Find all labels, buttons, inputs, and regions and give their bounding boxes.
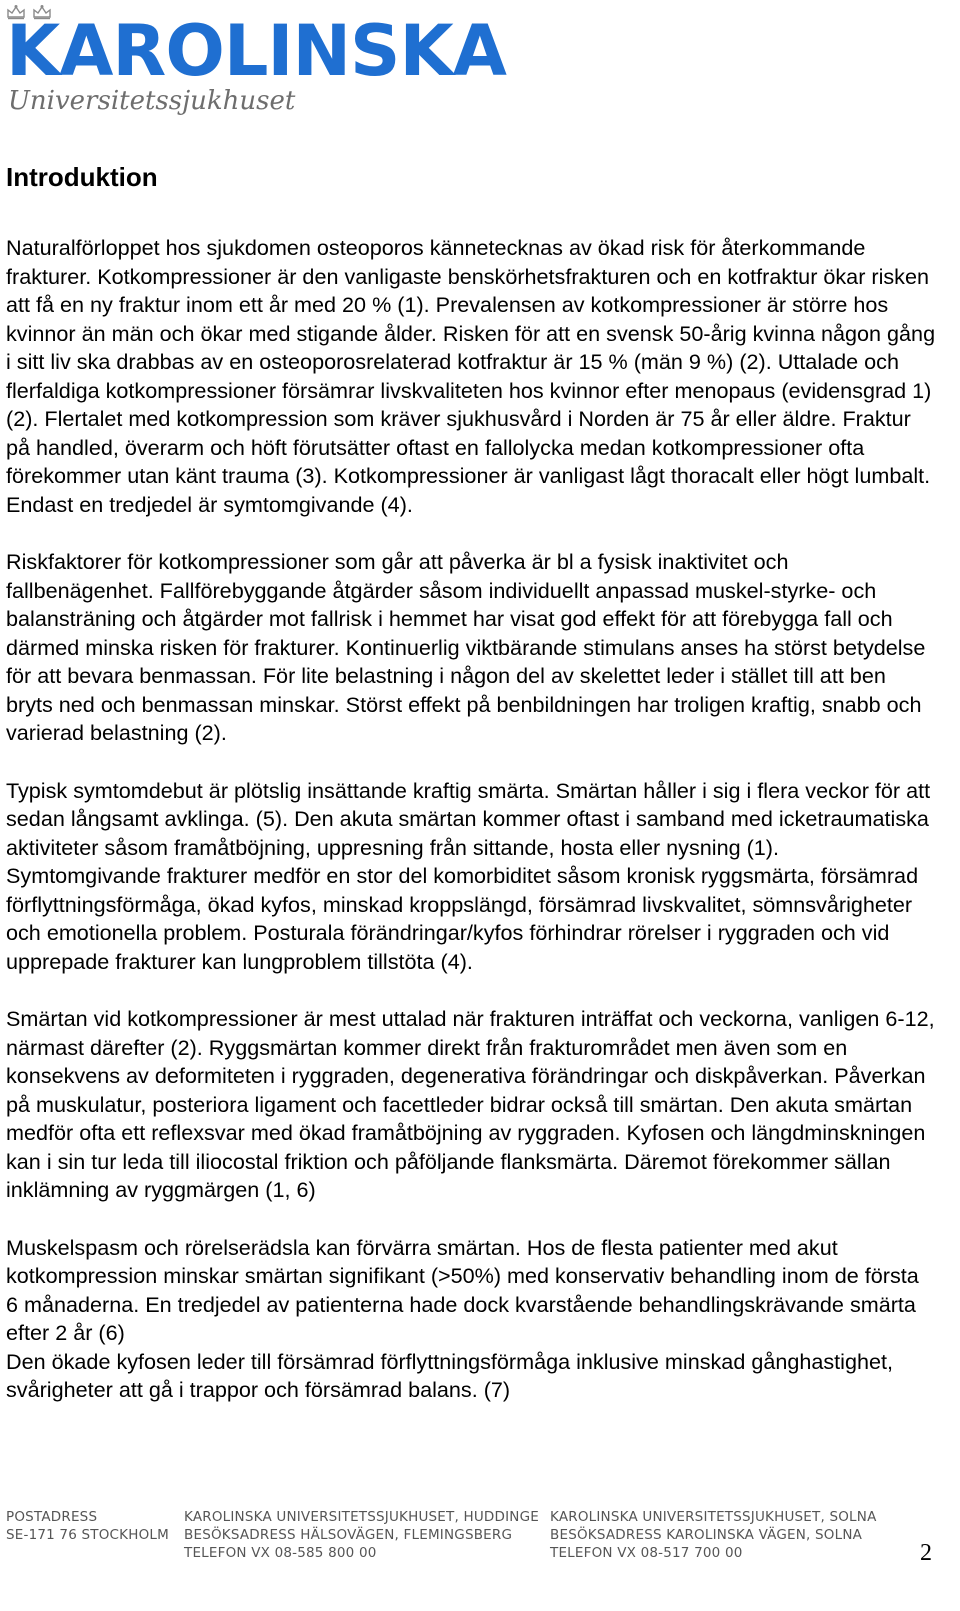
paragraph: Muskelspasm och rörelserädsla kan förvärra smärtan. Hos de flesta patienter med akut kotkompression minskar smärtan signifikant (>50%) med konservativ behandling inom de första 6 månaderna. En tredjedel av patienterna hade dock kvarstående behandlingskrävande smärta efter 2 år (6) <box>6 1234 919 1345</box>
paragraph: Typisk symtomdebut är plötslig insättande kraftig smärta. Smärtan håller i sig i flera veckor för att sedan långsamt avklinga. (5). Den akuta smärtan kommer oftast i samband med icketraumatiska aktiviteter såsom framåtböjning, uppresning från sittande, hosta eller nysning (1). Symtomgivande frakturer medför en stor del komorbiditet såsom kronisk ryggsmärta, försämrad förflyttningsförmåga, ökad kyfos, minskad kroppslängd, försämrad livskvalitet, sömnsvårigheter och emotionella problem. Posturala förändringar/kyfos förhindrar rörelser i ryggraden och vid upprepade frakturer kan lungproblem tillstöta (4). <box>6 777 931 974</box>
paragraph: Riskfaktorer för kotkompressioner som går att påverka är bl a fysisk inaktivitet och fallbenägenhet. Fallförebyggande åtgärder såsom individuellt anpassad muskel-styrke- och balansträning och åtgärder mot fallrisk i hemmet har visat god effekt för att förebygga fall och därmed minska risken för frakturer. Kontinuerlig viktbärande stimulans anses ha störst betydelse för att bevara benmassan. För lite belastning i någon del av skelettet leder i stället till att ben bryts ned och benmassan minskar. Störst effekt på benbildningen har troligen kraftig, snabb och varierad belastning (2). <box>6 549 926 745</box>
footer-line: KAROLINSKA UNIVERSITETSSJUKHUSET, HUDDINGE <box>184 1509 539 1525</box>
footer-line: BESÖKSADRESS HÄLSOVÄGEN, FLEMINGSBERG <box>184 1527 513 1543</box>
footer-line: SE-171 76 STOCKHOLM <box>6 1527 169 1543</box>
logo-wordmark: KAROLINSKA <box>6 10 506 92</box>
footer-line: BESÖKSADRESS KAROLINSKA VÄGEN, SOLNA <box>550 1527 863 1543</box>
footer-postal-address <box>6 1508 169 1544</box>
footer-solna <box>550 1508 877 1562</box>
footer-line: TELEFON VX 08-585 800 00 <box>184 1545 377 1561</box>
footer-huddinge <box>184 1508 539 1562</box>
footer-line: KAROLINSKA UNIVERSITETSSJUKHUSET, SOLNA <box>550 1509 877 1525</box>
paragraph: Naturalförloppet hos sjukdomen osteoporos kännetecknas av ökad risk för återkommande frakturer. Kotkompressioner är den vanligaste benskörhetsfrakturen och en kotfraktur ökar risken att få en ny fraktur inom ett år med 20 % (1). Prevalensen av kotkompressioner är större hos kvinnor än män och ökar med stigande ålder. Risken för att en svensk 50-årig kvinna någon gång i sitt liv ska drabbas av en osteoporosrelaterad kotfraktur är 15 % (män 9 %) (2). Uttalade och flerfaldiga kotkompressioner försämrar livskvaliteten hos kvinnor efter menopaus (evidensgrad 1) (2). Flertalet med kotkompression som kräver sjukhusvård i Norden är 75 år eller äldre. Fraktur på handled, överarm och höft förutsätter oftast en fallolycka medan kotkompressioner ofta förekommer utan känt trauma (3). Kotkompressioner är vanligast lågt thoracalt eller högt lumbalt. Endast en tredjedel är symtomgivande (4). <box>6 235 936 517</box>
logo-subtitle: Universitetssjukhuset <box>8 86 296 116</box>
karolinska-logo <box>6 4 506 124</box>
document-body <box>6 160 936 1405</box>
paragraph: Den ökade kyfosen leder till försämrad förflyttningsförmåga inklusive minskad gånghastighet, svårigheter att gå i trappor och försämrad balans. (7) <box>6 1348 893 1402</box>
section-title: Introduktion <box>6 162 158 192</box>
footer-line: POSTADRESS <box>6 1509 98 1525</box>
page-number: 2 <box>920 1540 932 1566</box>
page-footer <box>6 1508 956 1568</box>
paragraph: Smärtan vid kotkompressioner är mest uttalad när frakturen inträffat och veckorna, vanligen 6-12, närmast därefter (2). Ryggsmärtan kommer direkt från frakturområdet men även som en konsekvens av deformiteten i ryggraden, degenerativa förändringar och diskpåverkan. Påverkan på muskulatur, posteriora ligament och facettleder bidrar också till smärtan. Den akuta smärtan medför ofta ett reflexsvar med ökad framåtböjning av ryggraden. Kyfosen och längdminskningen kan i sin tur leda till iliocostal friktion och påföljande flanksmärta. Däremot förekommer sällan inklämning av ryggmärgen (1, 6) <box>6 1006 935 1202</box>
footer-line: TELEFON VX 08-517 700 00 <box>550 1545 743 1561</box>
